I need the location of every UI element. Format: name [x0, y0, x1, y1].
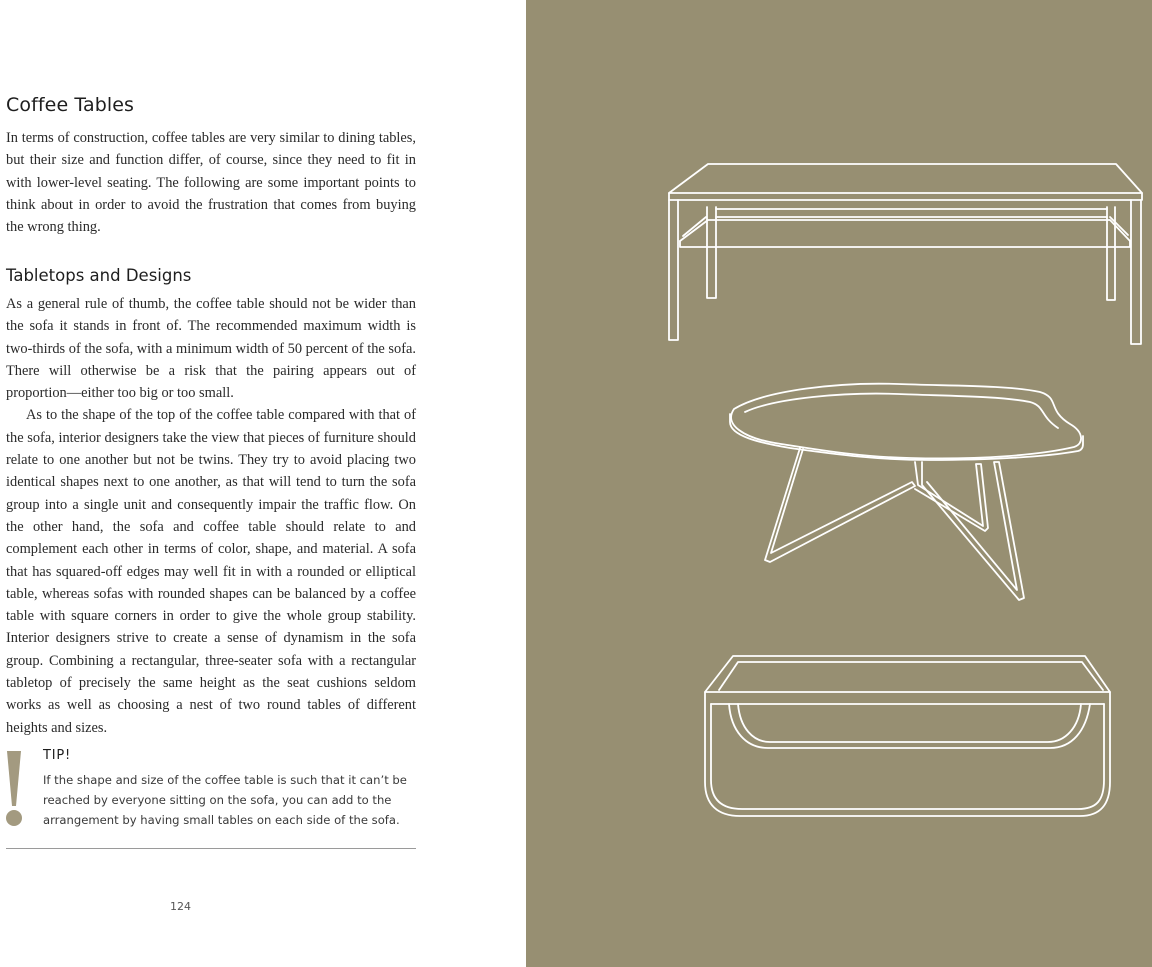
left-page: [0, 0, 526, 967]
illustration-canvas: [526, 0, 1152, 967]
rounded-box-coffee-table-icon: [705, 656, 1110, 816]
exclamation-icon: [4, 750, 24, 830]
divider: [6, 848, 416, 849]
rectangular-coffee-table-icon: [669, 164, 1142, 344]
subsection-title: Tabletops and Designs: [6, 266, 192, 285]
tip-title: TIP!: [43, 748, 72, 763]
subsection-body: [6, 293, 416, 739]
intro-paragraph: [6, 127, 416, 238]
paragraph-1: As a general rule of thumb, the coffee table should not be wider than the sofa it stands in front of. The recommended maximum width is two-thirds of the sofa, with a minimum width of 50 percent of the sofa. There will otherwise be a risk that the pairing appears out of proportion—either too big or too small.: [6, 296, 416, 402]
tip-text: If the shape and size of the coffee table is such that it can’t be reached by everyone sitting on the sofa, you can add to the arrangement by having small tables on each side of the sofa.: [43, 773, 407, 827]
section-title: Coffee Tables: [6, 94, 135, 116]
paragraph-2: As to the shape of the top of the coffee table compared with that of the sofa, interior designers take the view that pieces of furniture should relate to one another but not be twins. They try to avoid placing two identical shapes next to one another, as that will tend to turn the sofa group into a single unit and consequently impair the traffic flow. On the other hand, the sofa and coffee table should relate to and complement each other in terms of color, shape, and material. A sofa that has squared-off edges may well fit in with a rounded or elliptical table, whereas sofas with rounded shapes can be balanced by a coffee table with square corners in order to give the whole group stability. Interior designers strive to create a sense of dynamism in the sofa group. Combining a rectangular, three-seater sofa with a rectangular tabletop of precisely the same height as the seat cushions seldom works as well as choosing a nest of two round tables of different heights and sizes.: [6, 407, 416, 736]
kidney-shaped-coffee-table-icon: [730, 384, 1083, 600]
page-number: 124: [170, 900, 191, 913]
illustration-panel: [526, 0, 1152, 967]
intro-text: In terms of construction, coffee tables are very similar to dining tables, but their size and function differ, of course, since they need to fit in with lower-level seating. The following are some important points to think about in order to avoid the frustration that comes from buying the wrong thing.: [6, 130, 416, 236]
